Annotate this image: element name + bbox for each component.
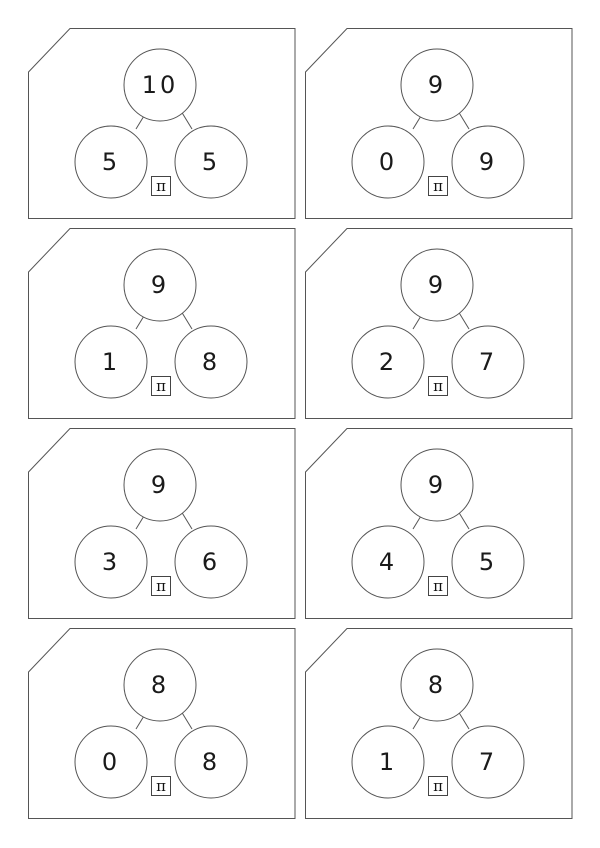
number-bond-card bbox=[28, 628, 296, 819]
part-left-number: 4 bbox=[378, 548, 398, 576]
number-bond-card bbox=[305, 628, 573, 819]
part-right-number: 7 bbox=[478, 348, 498, 376]
pi-icon: π bbox=[151, 176, 171, 196]
part-right-number: 9 bbox=[478, 148, 498, 176]
whole-number: 9 bbox=[427, 71, 447, 99]
whole-number: 10 bbox=[141, 71, 179, 99]
pi-icon: π bbox=[151, 576, 171, 596]
pi-icon: π bbox=[428, 576, 448, 596]
part-right-number: 6 bbox=[201, 548, 221, 576]
part-left-number: 3 bbox=[101, 548, 121, 576]
whole-number: 8 bbox=[150, 671, 170, 699]
part-right-number: 5 bbox=[478, 548, 498, 576]
number-bond-card bbox=[305, 428, 573, 619]
pi-icon: π bbox=[428, 176, 448, 196]
whole-number: 8 bbox=[427, 671, 447, 699]
whole-number: 9 bbox=[150, 271, 170, 299]
part-right-number: 5 bbox=[201, 148, 221, 176]
part-right-number: 8 bbox=[201, 748, 221, 776]
pi-icon: π bbox=[151, 376, 171, 396]
number-bond-card bbox=[28, 428, 296, 619]
part-left-number: 1 bbox=[378, 748, 398, 776]
part-left-number: 5 bbox=[101, 148, 121, 176]
part-left-number: 0 bbox=[378, 148, 398, 176]
part-left-number: 0 bbox=[101, 748, 121, 776]
part-right-number: 7 bbox=[478, 748, 498, 776]
pi-icon: π bbox=[428, 776, 448, 796]
whole-number: 9 bbox=[427, 471, 447, 499]
part-left-number: 2 bbox=[378, 348, 398, 376]
whole-number: 9 bbox=[150, 471, 170, 499]
pi-icon: π bbox=[151, 776, 171, 796]
number-bond-card bbox=[28, 28, 296, 219]
number-bond-card bbox=[28, 228, 296, 419]
number-bond-card bbox=[305, 228, 573, 419]
whole-number: 9 bbox=[427, 271, 447, 299]
number-bond-card bbox=[305, 28, 573, 219]
part-right-number: 8 bbox=[201, 348, 221, 376]
part-left-number: 1 bbox=[101, 348, 121, 376]
pi-icon: π bbox=[428, 376, 448, 396]
